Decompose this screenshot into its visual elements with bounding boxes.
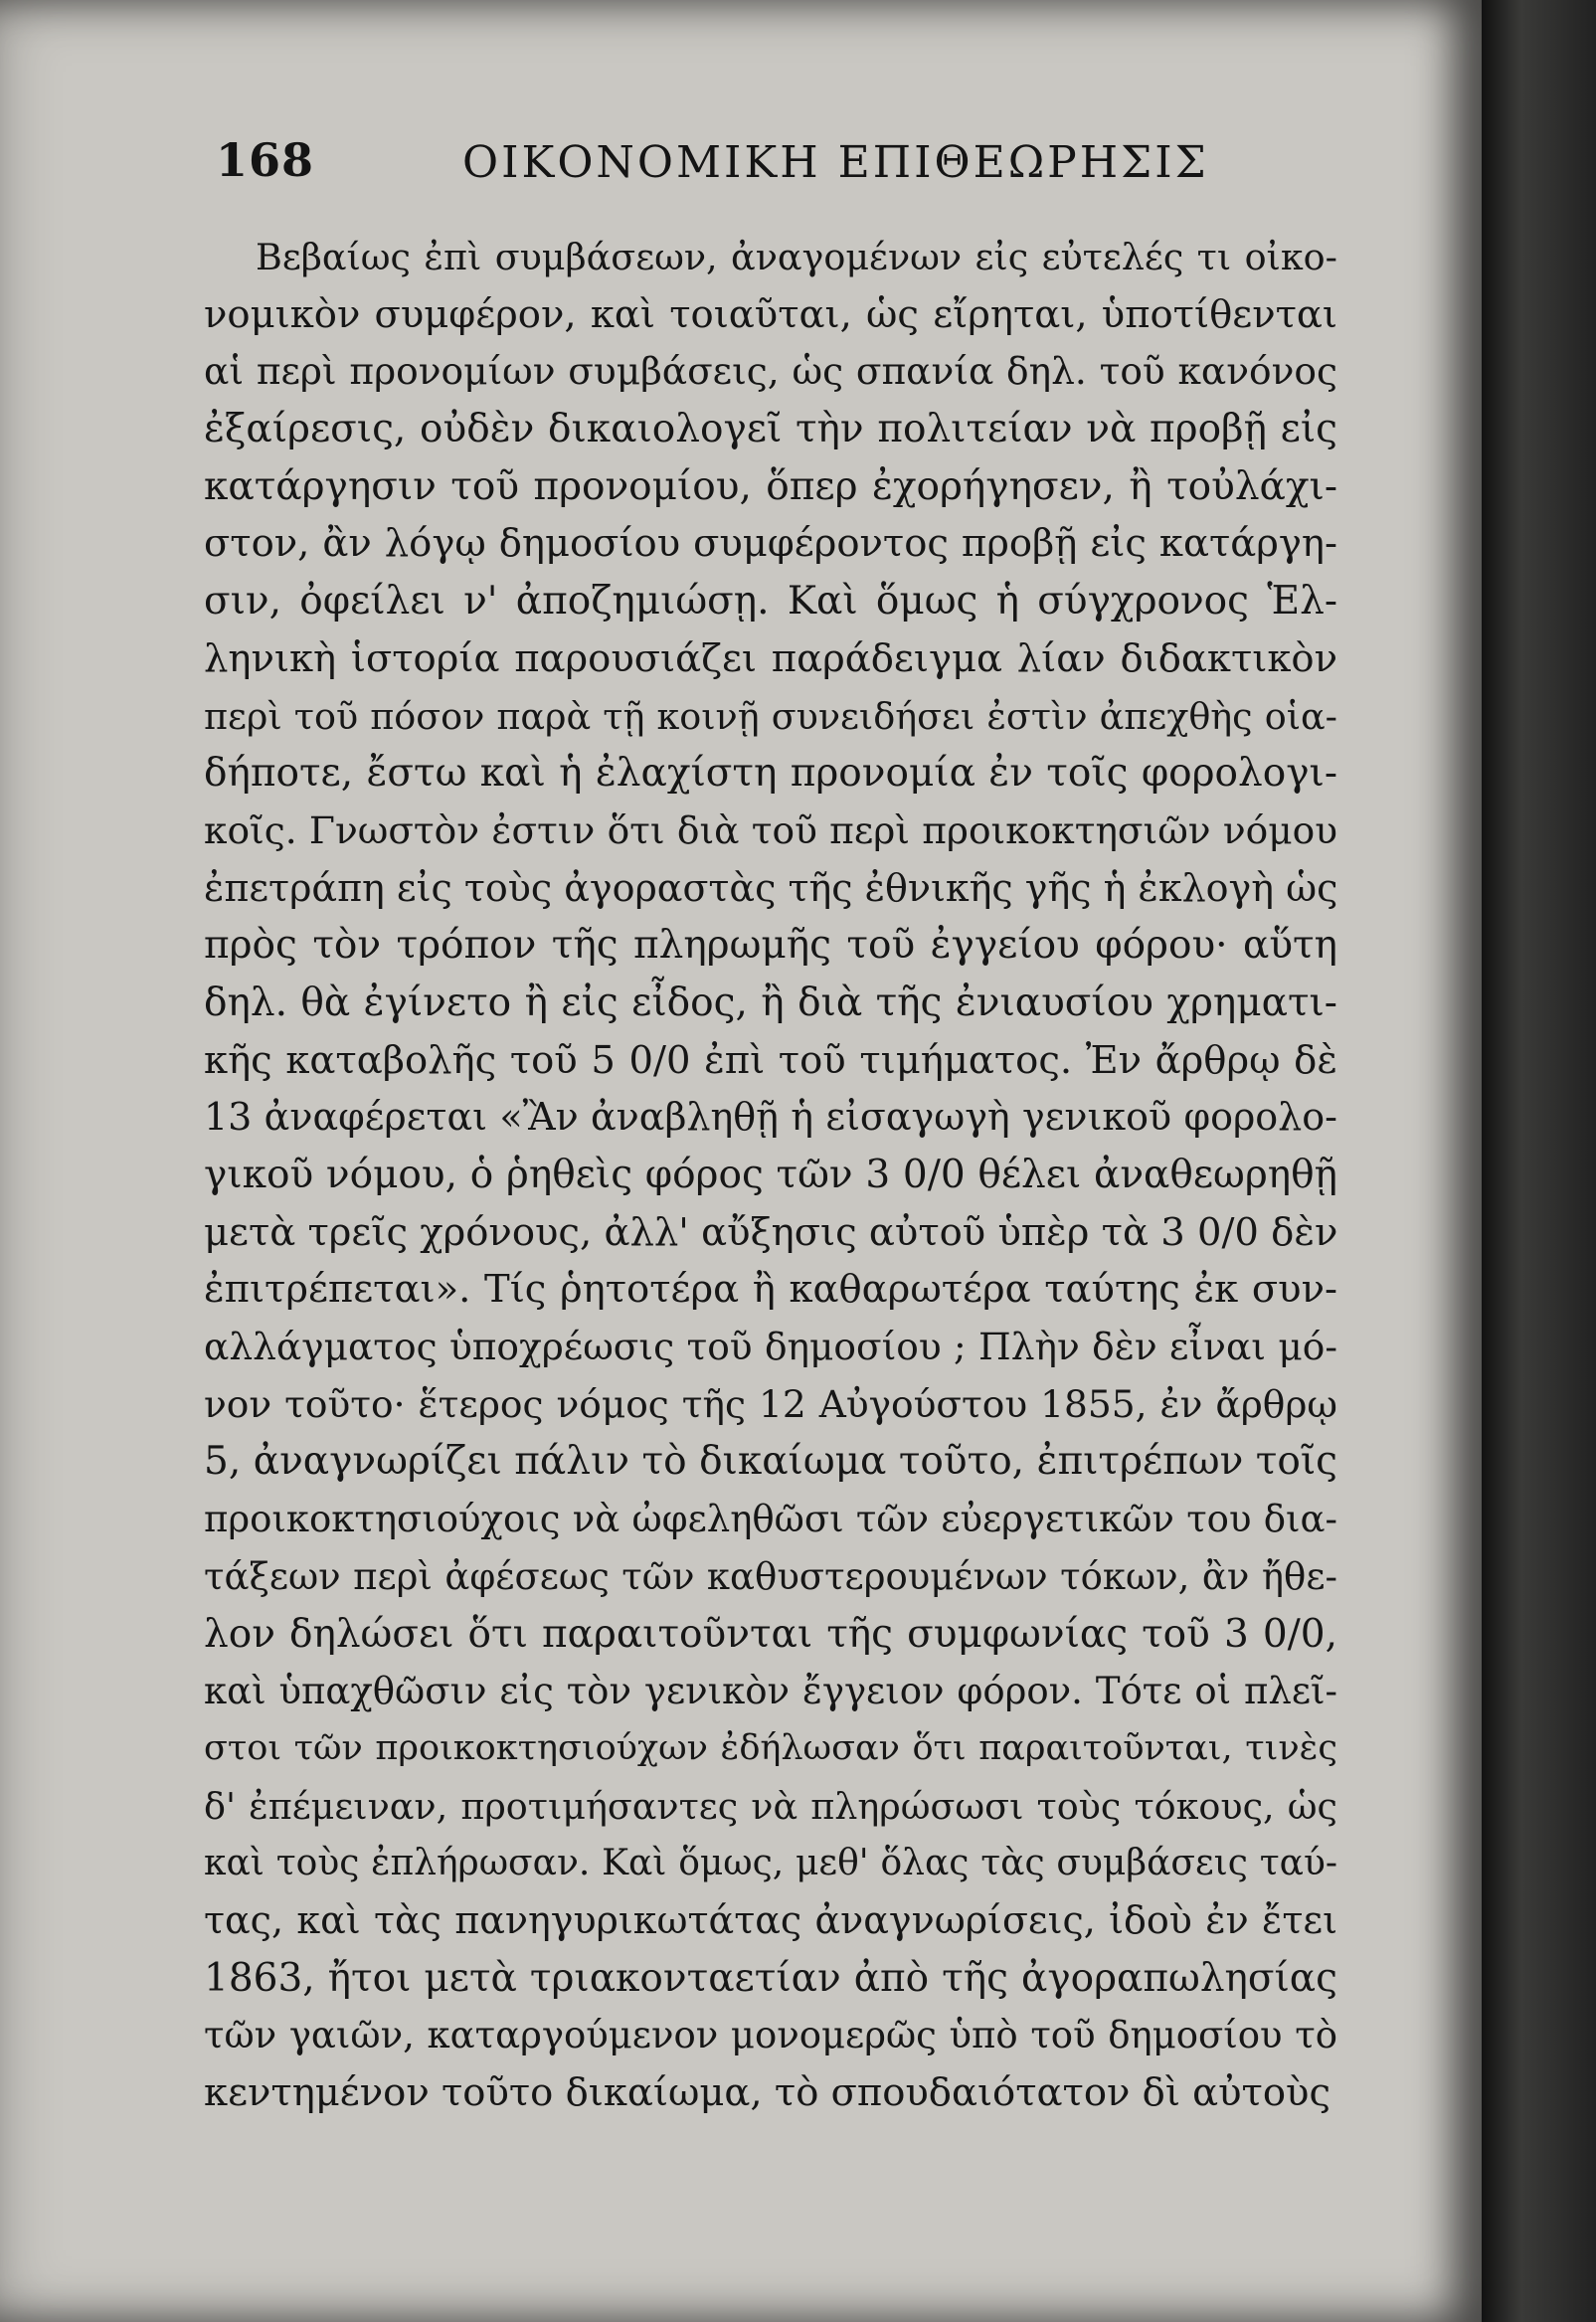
body-text (204, 229, 1337, 2122)
text-line: αλλάγματος ὑποχρέωσις τοῦ δημοσίου ; Πλὴν δὲν εἶναι μό- (204, 1325, 1337, 1369)
text-line: ἐξαίρεσις, οὐδὲν δικαιολογεῖ τὴν πολιτείαν νὰ προβῇ εἰς (204, 407, 1337, 452)
text-line: 13 ἀναφέρεται «Ἂν ἀναβληθῇ ἡ εἰσαγωγὴ γενικοῦ φορολο- (204, 1095, 1337, 1140)
text-line: αἱ περὶ προνομίων συμβάσεις, ὡς σπανία δηλ. τοῦ κανόνος (204, 349, 1337, 394)
text-line: καὶ τοὺς ἐπλήρωσαν. Καὶ ὅμως, μεθ' ὅλας τὰς συμβάσεις ταύ- (204, 1843, 1337, 1884)
running-head-title: ΟΙΚΟΝΟΜΙΚΗ ΕΠΙΘΕΩΡΗΣΙΣ (462, 137, 1209, 188)
text-line: γικοῦ νόμου, ὁ ῥηθεὶς φόρος τῶν 3 0/0 θέλει ἀναθεωρηθῇ (204, 1153, 1337, 1197)
text-line: ἐπετράπη εἰς τοὺς ἀγοραστὰς τῆς ἐθνικῆς γῆς ἡ ἐκλογὴ ὡς (204, 865, 1338, 910)
text-line: τάξεων περὶ ἀφέσεως τῶν καθυστερουμένων τόκων, ἂν ἤθε- (204, 1554, 1337, 1598)
text-line: νον τοῦτο· ἕτερος νόμος τῆς 12 Αὐγούστου 1855, ἐν ἄρθρῳ (204, 1381, 1337, 1426)
text-line: τῶν γαιῶν, καταργούμενον μονομερῶς ὑπὸ τοῦ δημοσίου τὸ (204, 2014, 1337, 2057)
text-line: δηλ. θὰ ἐγίνετο ἢ εἰς εἶδος, ἢ διὰ τῆς ἐνιαυσίου χρηματι- (204, 980, 1337, 1025)
text-line: στον, ἂν λόγῳ δημοσίου συμφέροντος προβῇ εἰς κατάργη- (204, 521, 1337, 567)
text-line: Βεβαίως ἐπὶ συμβάσεων, ἀναγομένων εἰς εὐτελές τι οἰκο- (256, 236, 1337, 278)
text-line: δήποτε, ἔστω καὶ ἡ ἐλαχίστη προνομία ἐν τοῖς φορολογι- (204, 751, 1337, 797)
text-line: δ' ἐπέμειναν, προτιμήσαντες νὰ πληρώσωσι τοὺς τόκους, ὡς (204, 1784, 1337, 1828)
book-spine-shadow (1482, 0, 1596, 2322)
text-line: κῆς καταβολῆς τοῦ 5 0/0 ἐπὶ τοῦ τιμήματος. Ἐν ἄρθρῳ δὲ (204, 1037, 1337, 1083)
text-line: κοῖς. Γνωστὸν ἐστιν ὅτι διὰ τοῦ περὶ προικοκτησιῶν νόμου (204, 807, 1337, 852)
text-line: ἐπιτρέπεται». Τίς ῥητοτέρα ἢ καθαρωτέρα ταύτης ἐκ συν- (204, 1267, 1337, 1313)
page-number: 168 (216, 133, 315, 187)
text-line: στοι τῶν προικοκτησιούχων ἐδήλωσαν ὅτι παραιτοῦνται, τινὲς (204, 1727, 1337, 1768)
text-line: 1863, ἤτοι μετὰ τριακονταετίαν ἀπὸ τῆς ἀγοραπωλησίας (204, 1955, 1337, 2001)
text-line: καὶ ὑπαχθῶσιν εἰς τὸν γενικὸν ἔγγειον φόρον. Τότε οἱ πλεῖ- (204, 1670, 1337, 1713)
text-line: προικοκτησιούχοις νὰ ὠφεληθῶσι τῶν εὐεργετικῶν του δια- (204, 1498, 1337, 1541)
text-line: μετὰ τρεῖς χρόνους, ἀλλ' αὔξησις αὐτοῦ ὑπὲρ τὰ 3 0/0 δὲν (204, 1209, 1338, 1255)
text-line: περὶ τοῦ πόσον παρὰ τῇ κοινῇ συνειδήσει ἐστὶν ἀπεχθὴς οἱα- (204, 694, 1337, 738)
text-line: κεντημένον τοῦτο δικαίωμα, τὸ σπουδαιότατον δὶ αὐτοὺς (204, 2070, 1331, 2115)
text-line: σιν, ὀφείλει ν' ἀποζημιώσῃ. Καὶ ὅμως ἡ σύγχρονος Ἑλ- (204, 579, 1337, 625)
text-line: πρὸς τὸν τρόπον τῆς πληρωμῆς τοῦ ἐγγείου φόρου· αὕτη (204, 923, 1337, 969)
text-line: ληνικὴ ἱστορία παρουσιάζει παράδειγμα λίαν διδακτικὸν (204, 635, 1337, 681)
text-line: λον δηλώσει ὅτι παραιτοῦνται τῆς συμφωνίας τοῦ 3 0/0, (204, 1611, 1337, 1657)
page-header (204, 129, 1328, 189)
text-line: τας, καὶ τὰς πανηγυρικωτάτας ἀναγνωρίσεις, ἰδοὺ ἐν ἔτει (204, 1897, 1337, 1942)
text-line: 5, ἀναγνωρίζει πάλιν τὸ δικαίωμα τοῦτο, ἐπιτρέπων τοῖς (204, 1439, 1337, 1485)
text-line: κατάργησιν τοῦ προνομίου, ὅπερ ἐχορήγησεν, ἢ τοὐλάχι- (204, 463, 1337, 509)
text-line: νομικὸν συμφέρον, καὶ τοιαῦται, ὡς εἴρηται, ὑποτίθενται (204, 291, 1337, 337)
